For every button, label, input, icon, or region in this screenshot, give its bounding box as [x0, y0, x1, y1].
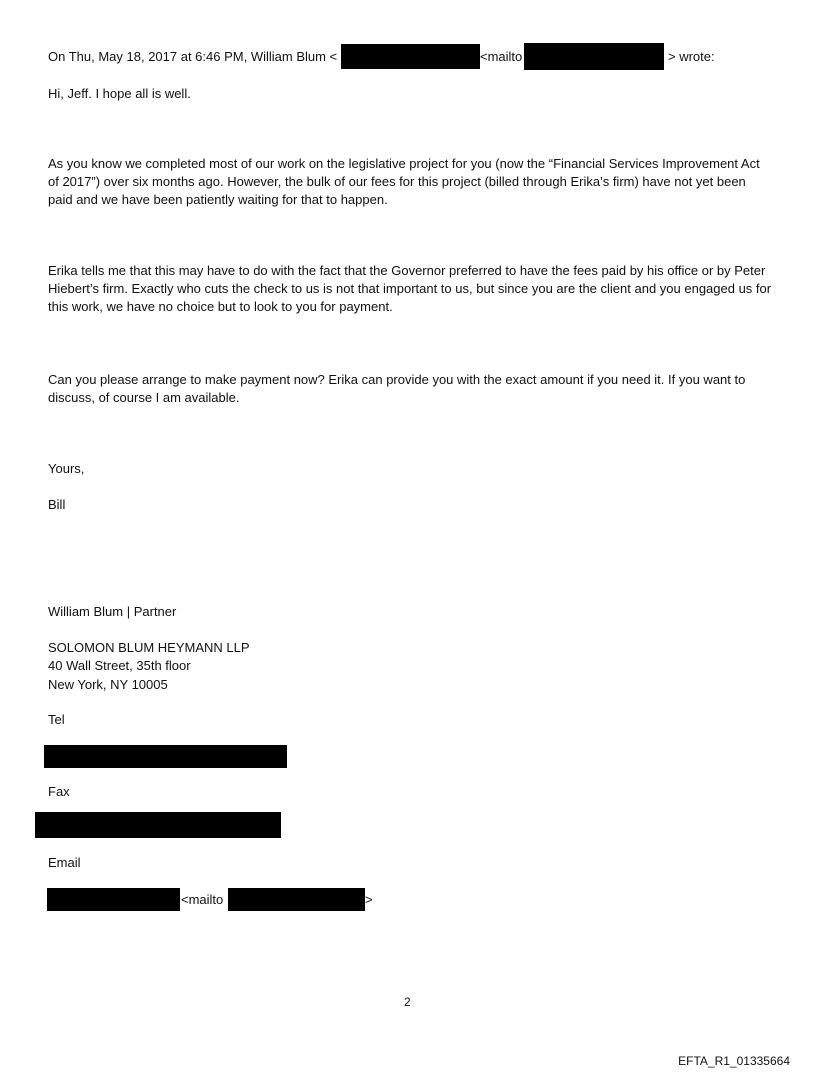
email-mailto: <mailto: [181, 892, 224, 907]
page-number: 2: [404, 995, 411, 1009]
redacted-fax: [35, 812, 281, 838]
greeting: Hi, Jeff. I hope all is well.: [48, 86, 191, 101]
header-mailto: <mailto: [480, 49, 523, 64]
signoff: Bill: [48, 497, 66, 512]
redacted-mailto-address: [524, 43, 664, 70]
tel-label: Tel: [48, 712, 65, 727]
header-prefix: On Thu, May 18, 2017 at 6:46 PM, William Blum <: [48, 49, 338, 64]
paragraph-1: As you know we completed most of our work on the legislative project for you (now the “Financial Services Improvement Act of 2017”) over six months ago. However, the bulk of our fees for this project (billed through Erika’s firm) have not yet been paid and we have been patiently waiting for that to happen.: [48, 156, 760, 208]
signature-name-title: William Blum | Partner: [48, 604, 177, 619]
signature-address-line1: 40 Wall Street, 35th floor: [48, 658, 191, 673]
fax-label: Fax: [48, 784, 70, 799]
signature-firm: SOLOMON BLUM HEYMANN LLP: [48, 640, 250, 655]
header-suffix: > wrote:: [668, 49, 715, 64]
paragraph-3: Can you please arrange to make payment now? Erika can provide you with the exact amount if you need it. If you want to discuss, of course I am available.: [48, 372, 746, 406]
redacted-tel: [44, 745, 287, 768]
redacted-email: [341, 44, 480, 69]
paragraph-2: Erika tells me that this may have to do with the fact that the Governor preferred to have the fees paid by his office or by Peter Hiebert’s firm. Exactly who cuts the check to us is not that important to us, but since you are the client and you engaged us for this work, we have no choice but to look to you for payment.: [48, 263, 772, 315]
redacted-email-address: [47, 888, 180, 911]
redacted-email-mailto: [228, 888, 365, 911]
document-id: EFTA_R1_01335664: [678, 1054, 790, 1068]
signature-address-line2: New York, NY 10005: [48, 677, 168, 692]
email-label: Email: [48, 855, 81, 870]
email-suffix: >: [365, 892, 373, 907]
closing: Yours,: [48, 461, 85, 476]
